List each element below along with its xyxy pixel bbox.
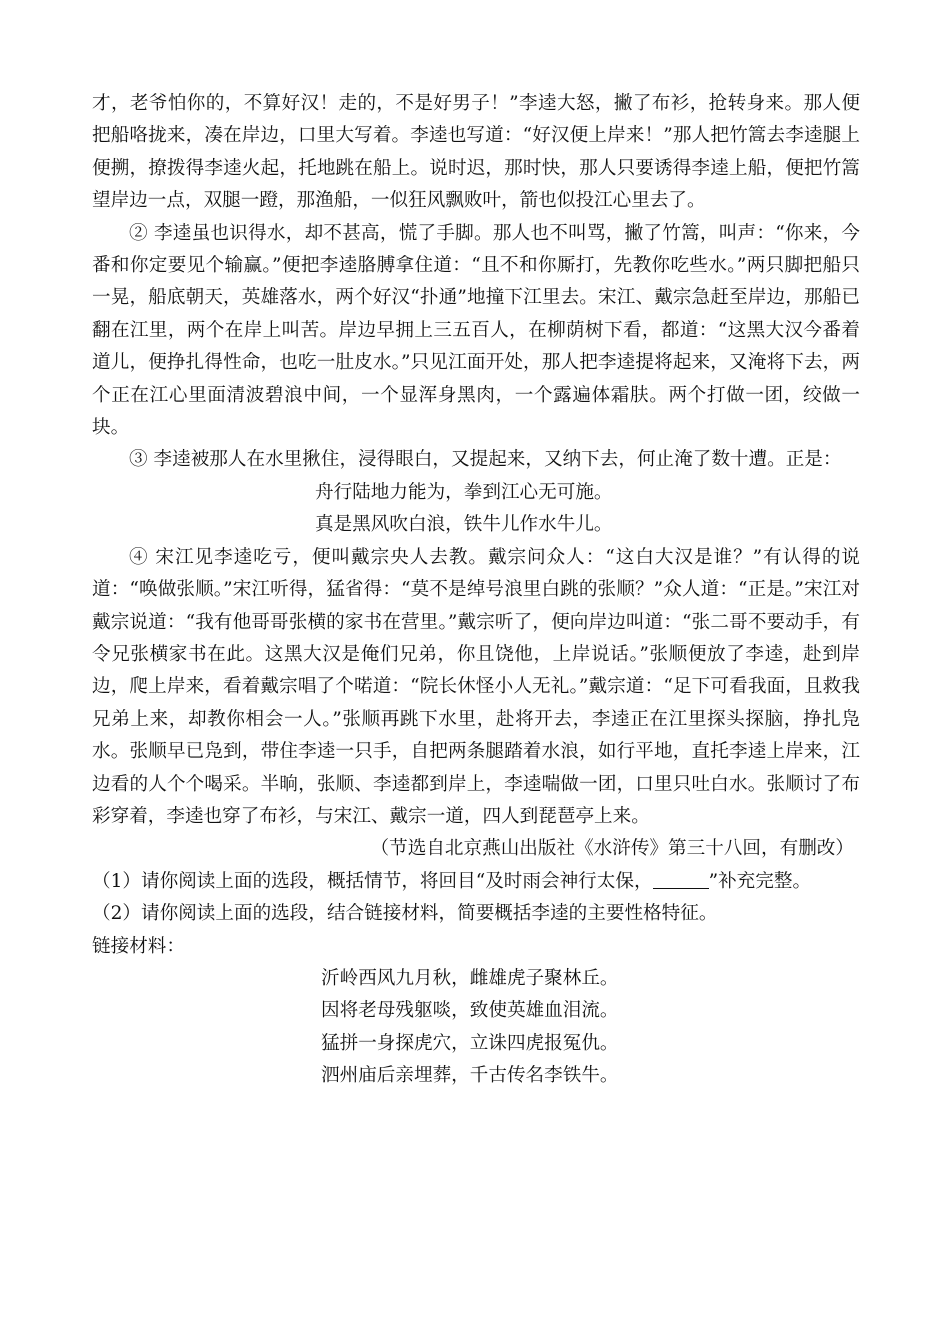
- passage-paragraph-3: ③ 李逵被那人在水里揪住，浸得眼白，又提起来，又纳下去，何止淹了数十遭。正是：: [129, 449, 842, 471]
- question-1-text-end: ”补充完整。: [708, 870, 812, 892]
- answer-blank[interactable]: [653, 870, 709, 889]
- document-page: [92, 88, 860, 1093]
- verse-line-2: 真是黑风吹白浪，铁牛儿作水牛儿。: [315, 514, 613, 536]
- verse-line-1: 舟行陆地力能为，拳到江心无可施。: [315, 481, 613, 503]
- link-poem-line-4: 泗州庙后亲埋葬，千古传名李铁牛。: [321, 1065, 619, 1087]
- link-material-label: 链接材料：: [92, 935, 185, 957]
- link-poem-line-3: 猛拼一身探虎穴，立诛四虎报冤仇。: [321, 1032, 619, 1054]
- link-poem-line-2: 因将老母残躯啖，致使英雄血泪流。: [321, 1000, 619, 1022]
- question-2: （2）请你阅读上面的选段，结合链接材料，简要概括李逵的主要性格特征。: [92, 903, 718, 925]
- passage-paragraph-2: ② 李逵虽也识得水，却不甚高，慌了手脚。那人也不叫骂，撇了竹篙，叫声：“你来，今番和你定要见个输赢。”便把李逵胳膊拿住道：“且不和你厮打，先教你吃些水。”两只脚把船只一晃，船底朝天，英雄落水，两个好汉“扑通”地撞下江里去。宋江、戴宗急赶至岸边，那船已翻在江里，两个在岸上叫苦。岸边早拥上三五百人，在柳荫树下看，都道：“这黑大汉今番着道儿，便挣扎得性命，也吃一肚皮水。”只见江面开处，那人把李逵提将起来，又淹将下去，两个正在江心里面清波碧浪中间，一个显浑身黑肉，一个露遍体霜肤。两个打做一团，绞做一块。: [92, 222, 860, 439]
- passage-paragraph-4: ④ 宋江见李逵吃亏，便叫戴宗央人去教。戴宗问众人：“这白大汉是谁？”有认得的说道：“唤做张顺。”宋江听得，猛省得：“莫不是绰号浪里白跳的张顺？”众人道：“正是。”宋江对戴宗说道：“我有他哥哥张横的家书在营里。”戴宗听了，便向岸边叫道：“张二哥不要动手，有令兄张横家书在此。这黑大汉是俺们兄弟，你且饶他，上岸说话。”张顺便放了李逵，赴到岸边，爬上岸来，看着戴宗唱了个喏道：“院长休怪小人无礼。”戴宗道：“足下可看我面，且救我兄弟上来，却教你相会一人。”张顺再跳下水里，赴将开去，李逵正在江里探头探脑，挣扎凫水。张顺早已凫到，带住李逵一只手，自把两条腿踏着水浪，如行平地，直托李逵上岸来，江边看的人个个喝采。半晌，张顺、李逵都到岸上，李逵喘做一团，口里只吐白水。张顺讨了布彩穿着，李逵也穿了布衫，与宋江、戴宗一道，四人到琵琶亭上来。: [92, 546, 860, 827]
- question-1: [92, 866, 860, 898]
- passage-paragraph-continued: 才，老爷怕你的，不算好汉！走的，不是好男子！”李逵大怒，撇了布衫，抢转身来。那人便把船咯拢来，凑在岸边，口里大写着。李逵也写道：“好汉便上岸来！”那人把竹篙去李逵腿上便搠，撩拨得李逵火起，托地跳在船上。说时迟，那时快，那人只要诱得李逵上船，便把竹篙望岸边一点，双腿一蹬，那渔船，一似狂风飘败叶，箭也似投江心里去了。: [92, 93, 860, 212]
- link-poem-line-1: 沂岭西风九月秋，雌雄虎子聚林丘。: [321, 967, 619, 989]
- source-citation: （节选自北京燕山出版社《水浒传》第三十八回，有删改）: [370, 838, 854, 860]
- question-1-text: （1）请你阅读上面的选段，概括情节，将回目“及时雨会神行太保，: [92, 870, 653, 892]
